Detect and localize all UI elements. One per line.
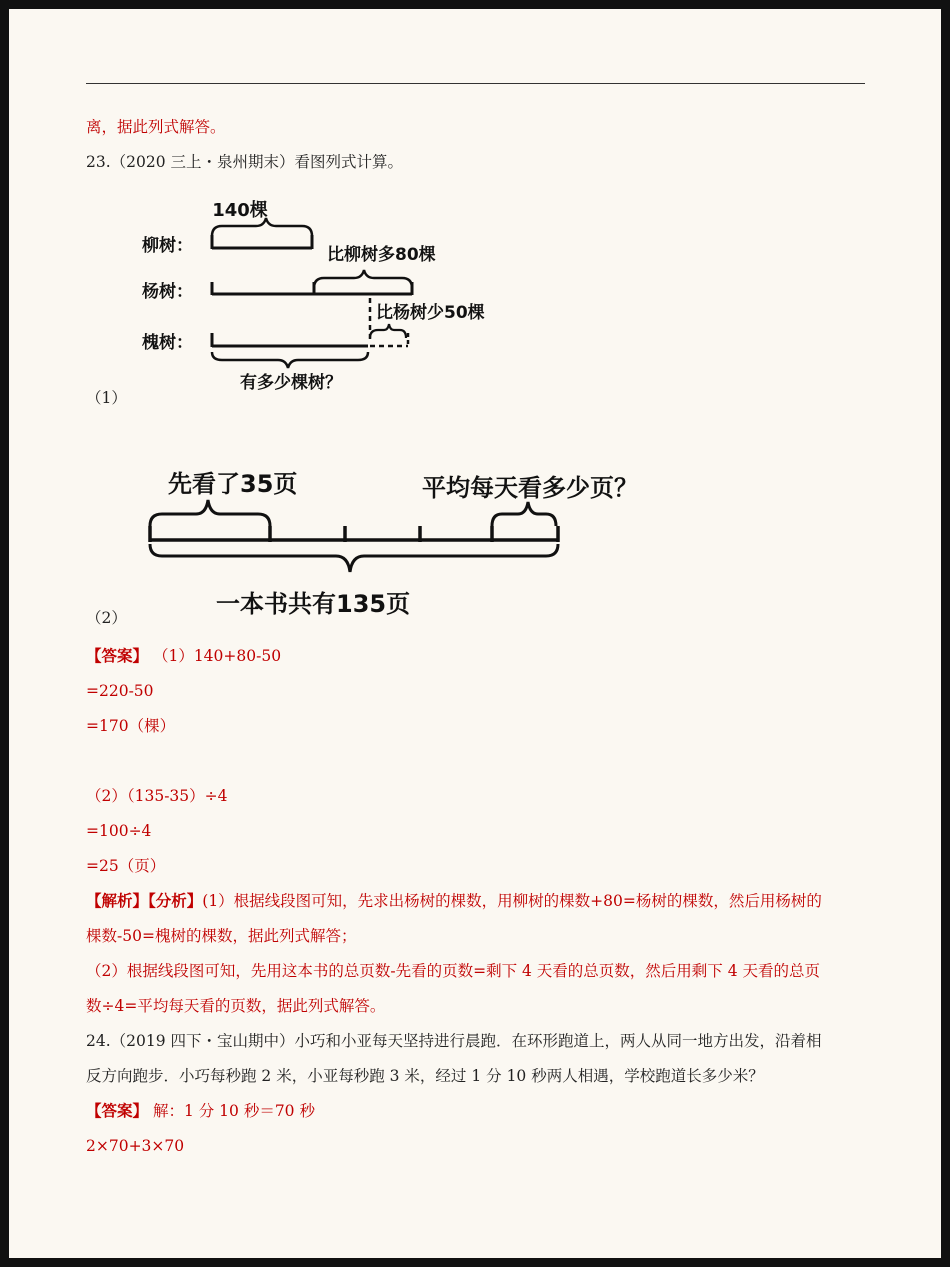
calc-line: （2）（135-35）÷4 (86, 787, 228, 805)
label-question: 有多少棵树？ (240, 373, 342, 393)
label-total: 一本书共有135页 (216, 590, 411, 618)
label-avg: 平均每天看多少页？ (422, 474, 638, 502)
analysis-line (86, 891, 822, 911)
sub-1-label: （1） (86, 389, 127, 407)
answer-tag: 【答案】 (86, 646, 149, 665)
label-140: 140棵 (212, 200, 268, 221)
analysis-line: （2）根据线段图可知，先用这本书的总页数-先看的页数=剩下 4 天看的总页数，然后用剩下 4 天看的总页 (86, 962, 821, 980)
answer-tag: 【答案】 (86, 1101, 149, 1120)
answer-text: 解：1 分 10 秒＝70 秒 (152, 1102, 315, 1120)
label-read: 先看了35页 (168, 470, 298, 498)
text-line: 离，据此列式解答。 (86, 118, 226, 136)
sub-2-label: （2） (86, 609, 127, 627)
calc-line: 2×70+3×70 (86, 1137, 185, 1155)
row-label-poplar: 杨树： (142, 282, 193, 302)
brace-less (370, 324, 406, 338)
answer-line (86, 1101, 315, 1121)
label-more: 比柳树多80棵 (327, 245, 436, 265)
line-diagram-book (140, 460, 700, 625)
row-label-pagoda: 槐树： (142, 333, 193, 353)
header-rule (86, 83, 865, 84)
question-24-line: 24.（2019 四下・宝山期中）小巧和小亚每天坚持进行晨跑．在环形跑道上，两人从同一地方出发，沿着相 (86, 1032, 822, 1050)
brace-avg (492, 502, 556, 526)
row-label-willow: 柳树： (142, 236, 193, 256)
calc-line: =170（棵） (86, 717, 176, 735)
calc-line: =100÷4 (86, 822, 152, 840)
analysis-line: 数÷4=平均每天看的页数，据此列式解答。 (86, 997, 386, 1015)
line-diagram-trees (130, 192, 530, 404)
label-less: 比杨树少50棵 (376, 303, 485, 323)
brace-total (212, 352, 368, 368)
question-23-title: 23.（2020 三上・泉州期末）看图列式计算。 (86, 153, 404, 171)
calc-line: =220-50 (86, 682, 154, 700)
brace-more (314, 270, 412, 288)
calc-line: =25（页） (86, 857, 166, 875)
analysis-tag: 【解析】【分析】 (86, 891, 203, 910)
answer-line (86, 646, 281, 666)
brace-read (150, 500, 270, 526)
analysis-text: (1）根据线段图可知，先求出杨树的棵数，用柳树的棵数+80=杨树的棵数，然后用杨树的 (202, 892, 822, 910)
brace-total (150, 544, 558, 572)
question-24-line: 反方向跑步．小巧每秒跑 2 米，小亚每秒跑 3 米，经过 1 分 10 秒两人相遇，学校跑道长多少米？ (86, 1067, 764, 1085)
answer-text: （1）140+80-50 (152, 647, 282, 665)
analysis-line: 棵数-50=槐树的棵数，据此列式解答； (86, 927, 357, 945)
